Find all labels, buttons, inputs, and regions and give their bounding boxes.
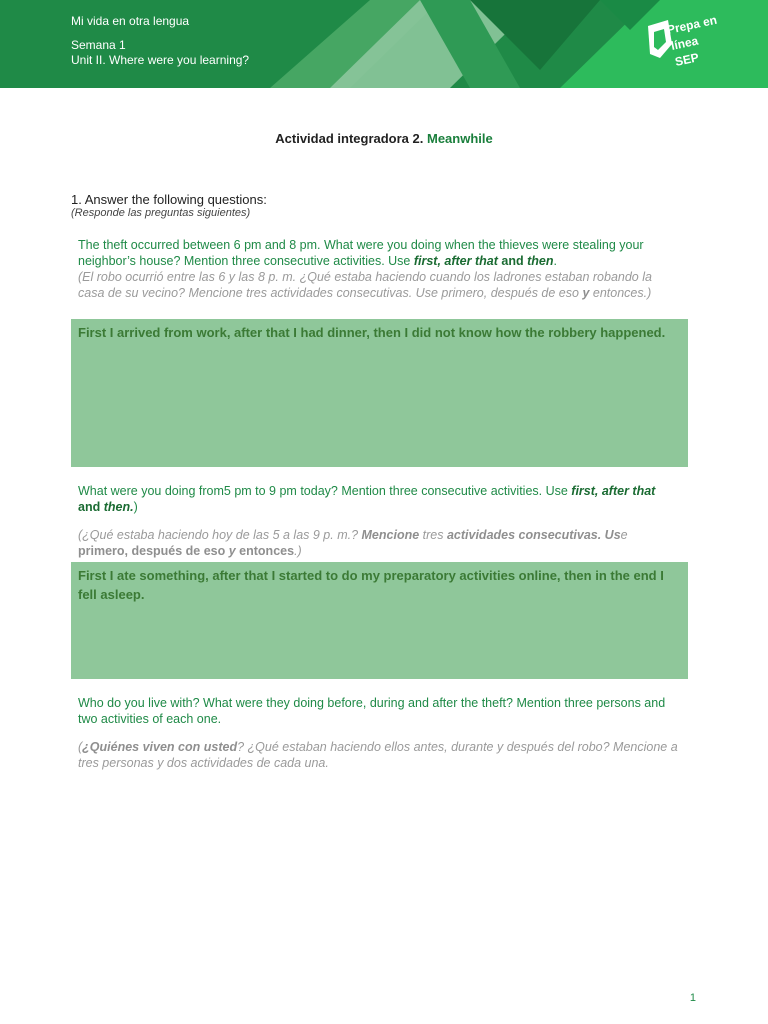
instruction-translation: (Responde las preguntas siguientes) xyxy=(71,207,251,219)
answer-2-text: First I ate something, after that I started to do my preparatory activities online, then in the end I fell asleep. xyxy=(78,568,664,602)
course-info xyxy=(71,14,249,68)
answer-1-text: First I arrived from work, after that I had dinner, then I did not know how the robbery happened. xyxy=(78,325,666,340)
svg-text:línea: línea xyxy=(669,33,700,53)
question-3-text: Who do you live with? What were they doing before, during and after the theft? Mention three persons and two activities of each one. xyxy=(78,696,666,726)
section-heading xyxy=(71,192,267,219)
course-name: Mi vida en otra lengua xyxy=(71,14,190,28)
question-3-translation: (¿Quiénes viven con usted? ¿Qué estaban haciendo ellos antes, durante y después del robo? Mencione a tres personas y dos actividades de cada una. xyxy=(78,740,678,770)
title-prefix: Actividad integradora 2. xyxy=(275,131,424,146)
title-accent: Meanwhile xyxy=(426,131,493,146)
unit-label: Unit II. Where were you learning? xyxy=(71,53,250,67)
question-3 xyxy=(78,695,680,771)
question-2-text: What were you doing from5 pm to 9 pm today? Mention three consecutive activities. Use first, after that and then.) xyxy=(78,484,656,514)
question-1 xyxy=(78,237,680,301)
prepa-en-linea-sep-logo xyxy=(638,12,719,76)
question-2 xyxy=(78,483,680,559)
question-1-translation: (El robo ocurrió entre las 6 y las 8 p. m. ¿Qué estaba haciendo cuando los ladrones estaban robando la casa de su vecino? Mencione tres actividades consecutivas. Use primero, después de eso y entonces.) xyxy=(78,270,652,300)
svg-text:Prepa en: Prepa en xyxy=(665,12,719,37)
instruction: 1. Answer the following questions: xyxy=(71,192,267,207)
page-number: 1 xyxy=(689,992,696,1004)
header-banner xyxy=(0,0,768,88)
activity-title xyxy=(0,131,768,146)
svg-text:SEP: SEP xyxy=(673,50,701,69)
week-label: Semana 1 xyxy=(71,38,126,52)
question-2-translation: (¿Qué estaba haciendo hoy de las 5 a las 9 p. m.? Mencione tres actividades consecutivas. Use primero, después de eso y entonces.) xyxy=(78,528,628,558)
answer-box-1[interactable] xyxy=(71,319,688,467)
answer-box-2[interactable] xyxy=(71,562,688,679)
question-1-text: The theft occurred between 6 pm and 8 pm. What were you doing when the thieves were stealing your neighbor’s house? Mention three consecutive activities. Use first, after that and then. xyxy=(78,238,644,268)
